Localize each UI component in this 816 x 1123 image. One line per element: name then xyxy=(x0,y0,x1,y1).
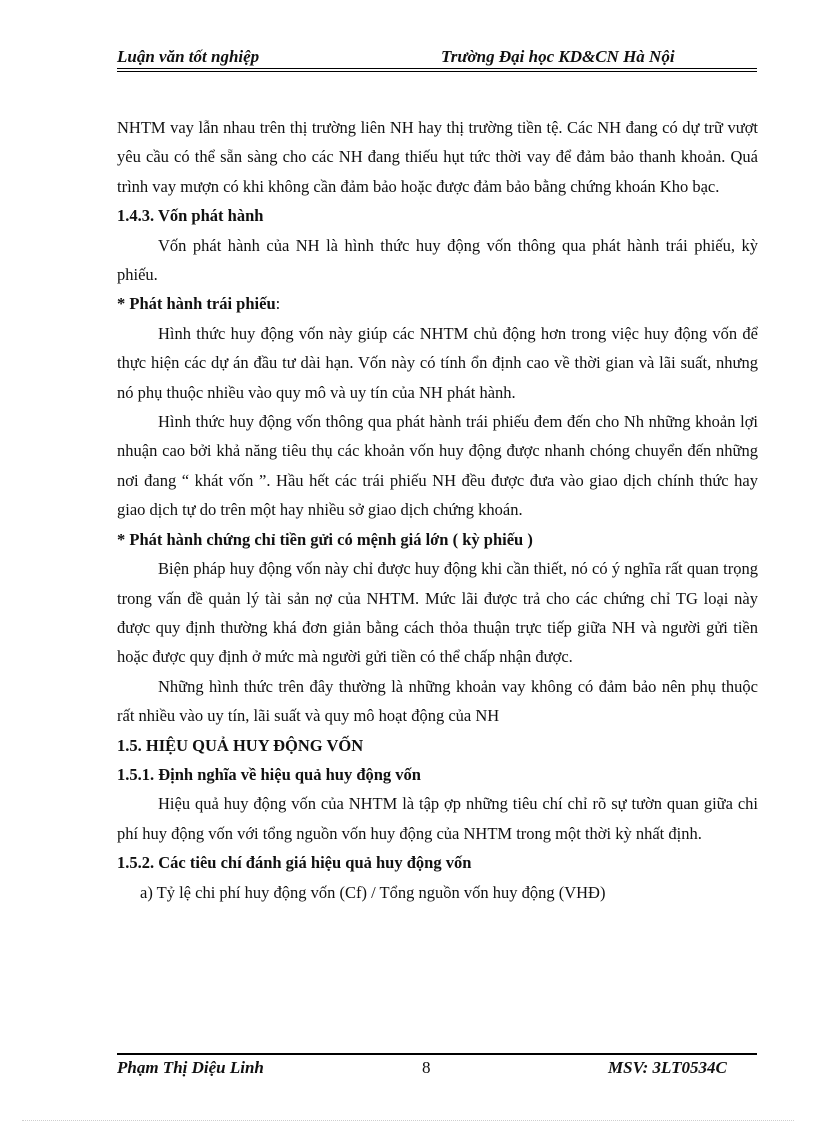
page-body xyxy=(117,113,758,907)
heading-1-5: 1.5. HIỆU QUẢ HUY ĐỘNG VỐN xyxy=(117,735,364,755)
heading-1-4-3: 1.4.3. Vốn phát hành xyxy=(117,206,264,226)
header-rule-thin xyxy=(117,71,757,72)
paragraph-trai-phieu-1: Hình thức huy động vốn này giúp các NHTM chủ động hơn trong việc huy động vốn để thực hiện các dự án đầu tư dài hạn. Vốn này có tính ổn định cao về thời gian và lãi suất, nhưng nó phụ thuộc nhiều vào quy mô và uy tín của NH phát hành. xyxy=(117,323,758,402)
paragraph-trai-phieu-2: Hình thức huy động vốn thông qua phát hành trái phiếu đem đến cho Nh những khoản lợi nhuận cao bởi khả năng tiêu thụ các khoản vốn huy động được nhanh chóng chuyển đến những nơi đang “ khát vốn ”. Hầu hết các trái phiếu NH đều được đưa vào giao dịch chính thức hay giao dịch tự do trên một hay nhiều sở giao dịch chứng khoán. xyxy=(117,412,758,520)
heading-trai-phieu-text: * Phát hành trái phiếu xyxy=(117,294,276,314)
list-item-a: a) Tỷ lệ chi phí huy động vốn (Cf) / Tổng nguồn vốn huy động (VHĐ) xyxy=(140,882,606,902)
heading-1-5-1: 1.5.1. Định nghĩa về hiệu quả huy động vốn xyxy=(117,764,421,784)
footer-author: Phạm Thị Diệu Linh xyxy=(117,1058,264,1077)
page-bottom-dotted-line xyxy=(22,1120,794,1121)
page-number: 8 xyxy=(422,1058,431,1077)
page-footer xyxy=(117,1056,757,1080)
paragraph-interbank: NHTM vay lẫn nhau trên thị trường liên NH hay thị trường tiền tệ. Các NH đang có dự trữ vượt yêu cầu có thể sẵn sàng cho các NH đang thiếu hụt tức thời vay để đảm bảo thanh khoản. Quá trình vay mượn có khi không cần đảm bảo hoặc được đảm bảo bằng chứng khoán Kho bạc. xyxy=(117,118,758,196)
paragraph-definition: Hiệu quả huy động vốn của NHTM là tập ợp những tiêu chí chỉ rõ sự tườn quan giữa chi phí huy động vốn với tổng nguồn vốn huy động của NHTM trong một thời kỳ nhất định. xyxy=(117,794,758,843)
paragraph-summary: Những hình thức trên đây thường là những khoản vay không có đảm bảo nên phụ thuộc rất nhiều vào uy tín, lãi suất và quy mô hoạt động của NH xyxy=(117,676,758,726)
header-thesis-title: Luận văn tốt nghiệp xyxy=(117,47,260,66)
header-university: Trường Đại học KD&CN Hà Nội xyxy=(441,47,675,66)
paragraph-von-phat-hanh: Vốn phát hành của NH là hình thức huy động vốn thông qua phát hành trái phiếu, kỳ phiếu. xyxy=(117,235,758,285)
page-header xyxy=(117,45,757,69)
footer-student-id: MSV: 3LT0534C xyxy=(608,1058,727,1077)
heading-ky-phieu: * Phát hành chứng chỉ tiền gửi có mệnh giá lớn ( kỳ phiếu ) xyxy=(117,529,533,549)
heading-1-5-2: 1.5.2. Các tiêu chí đánh giá hiệu quả huy động vốn xyxy=(117,853,472,873)
heading-trai-phieu xyxy=(117,289,758,318)
heading-trai-phieu-colon: : xyxy=(275,294,281,314)
paragraph-ky-phieu: Biện pháp huy động vốn này chỉ được huy động khi cần thiết, nó có ý nghĩa rất quan trọng trong vấn đề quản lý tài sản nợ của NHTM. Mức lãi được trả cho các chứng chỉ TG loại này được quy định thường khá đơn giản bằng cách thỏa thuận trực tiếp giữa NH và người gửi tiền hoặc được quy định ở mức mà người gửi tiền có thể chấp nhận được. xyxy=(117,559,758,667)
footer-rule xyxy=(117,1053,757,1055)
header-rule xyxy=(117,68,757,69)
